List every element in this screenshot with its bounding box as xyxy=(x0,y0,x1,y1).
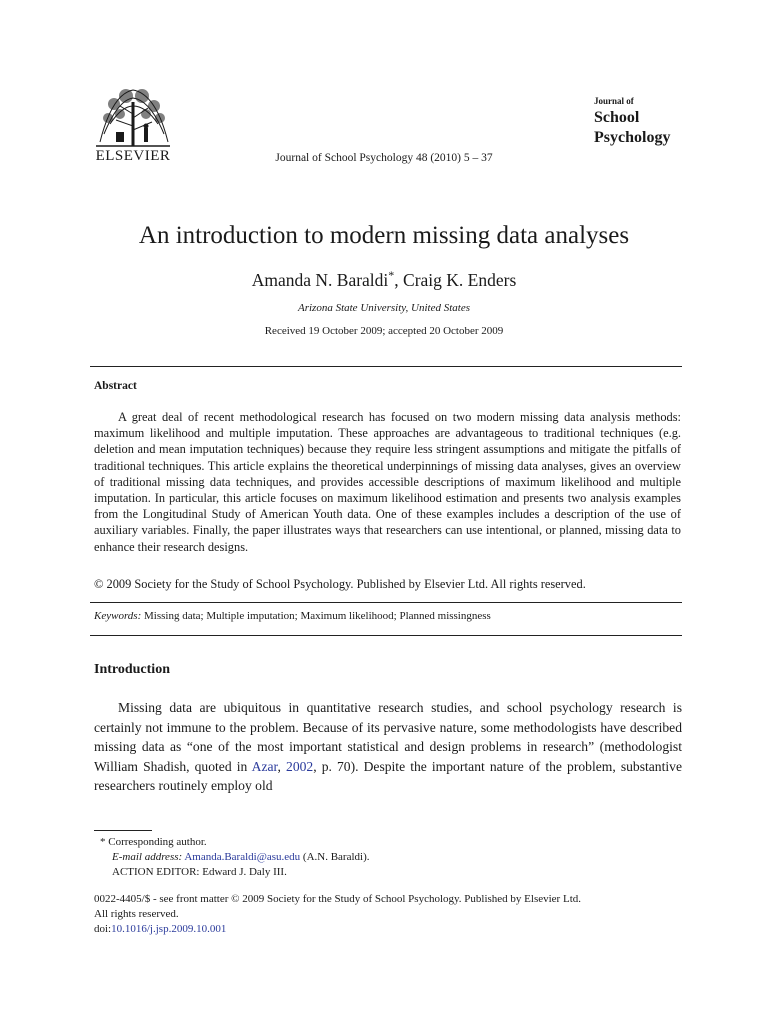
introduction-heading: Introduction xyxy=(94,662,170,677)
keywords-top-rule xyxy=(90,602,682,603)
introduction-body xyxy=(94,698,682,796)
citation-link-azar[interactable]: Azar xyxy=(251,758,278,774)
keywords-label: Keywords: xyxy=(94,610,142,622)
author-separator: , xyxy=(394,269,404,290)
elsevier-tree-icon xyxy=(92,84,174,148)
journal-logo xyxy=(594,97,670,148)
abstract-copyright: © 2009 Society for the Study of School Psychology. Published by Elsevier Ltd. All rights reserved. xyxy=(94,577,586,591)
keywords xyxy=(94,610,491,622)
keywords-text: Missing data; Multiple imputation; Maximum likelihood; Planned missingness xyxy=(144,610,491,622)
footnote-rule xyxy=(94,830,152,831)
issn-line: 0022-4405/$ - see front matter © 2009 Society for the Study of School Psychology. Published by Elsevier Ltd. xyxy=(94,893,581,905)
doi-line xyxy=(94,922,682,937)
email-label: E-mail address: xyxy=(112,851,183,863)
abstract-heading: Abstract xyxy=(94,380,137,392)
intro-text-before: Missing data are ubiquitous in quantitative research studies, and school psychology research is certainly not immune to the problem. Because of its pervasive nature, some methodologists have described missing data as “one of the most important statistical and design problems in research” (methodologist William Shadish, quoted in xyxy=(94,700,682,774)
doi-label: doi: xyxy=(94,923,112,935)
footnote-email xyxy=(100,850,370,865)
email-suffix: (A.N. Baraldi). xyxy=(302,851,370,863)
article-title: An introduction to modern missing data analyses xyxy=(138,222,630,249)
journal-logo-small: Journal of xyxy=(594,96,634,106)
authors xyxy=(0,268,768,291)
journal-logo-line1: School xyxy=(594,109,640,126)
citation-link-year[interactable]: 2002 xyxy=(286,758,314,774)
footnote-corresponding: * Corresponding author. xyxy=(100,836,207,848)
abstract-top-rule xyxy=(90,366,682,367)
journal-citation: Journal of School Psychology 48 (2010) 5 – 37 xyxy=(275,152,493,164)
keywords-bottom-rule xyxy=(90,635,682,636)
citation-sep: , xyxy=(277,758,287,774)
author-1: Amanda N. Baraldi xyxy=(251,269,389,290)
abstract-body xyxy=(94,409,681,555)
rights-line: All rights reserved. xyxy=(94,908,179,920)
email-link[interactable]: Amanda.Baraldi@asu.edu xyxy=(184,851,301,863)
footnotes xyxy=(100,835,370,880)
introduction-paragraph xyxy=(94,698,682,796)
corresponding-mark[interactable]: * xyxy=(388,268,395,282)
footnote-editor: ACTION EDITOR: Edward J. Daly III. xyxy=(112,866,287,878)
received-dates: Received 19 October 2009; accepted 20 October 2009 xyxy=(264,325,504,337)
doi-link[interactable]: 10.1016/j.jsp.2009.10.001 xyxy=(111,923,227,935)
abstract-text: A great deal of recent methodological research has focused on two modern missing data analysis methods: maximum likelihood and multiple imputation. These approaches are advantageous to traditional techniques (e.g. deletion and mean imputation techniques) because they require less stringent assumptions and mitigate the pitfalls of traditional techniques. This article explains the theoretical underpinnings of missing data analyses, gives an overview of traditional missing data techniques, and provides accessible descriptions of maximum likelihood and multiple imputation. In particular, this article focuses on maximum likelihood estimation and presents two analysis examples from the Longitudinal Study of American Youth data. One of these examples includes a description of the use of auxiliary variables. Finally, the paper illustrates ways that researchers can use intentional, or planned, missing data to enhance their research designs. xyxy=(94,410,681,554)
elsevier-wordmark: ELSEVIER xyxy=(95,148,171,164)
intro-text-after: , p. 70). Despite the important nature of the problem, substantive researchers routinely employ old xyxy=(94,758,682,793)
affiliation: Arizona State University, United States xyxy=(297,302,470,314)
author-2: Craig K. Enders xyxy=(403,269,517,290)
front-matter xyxy=(94,892,682,937)
journal-logo-line2: Psychology xyxy=(594,129,671,146)
